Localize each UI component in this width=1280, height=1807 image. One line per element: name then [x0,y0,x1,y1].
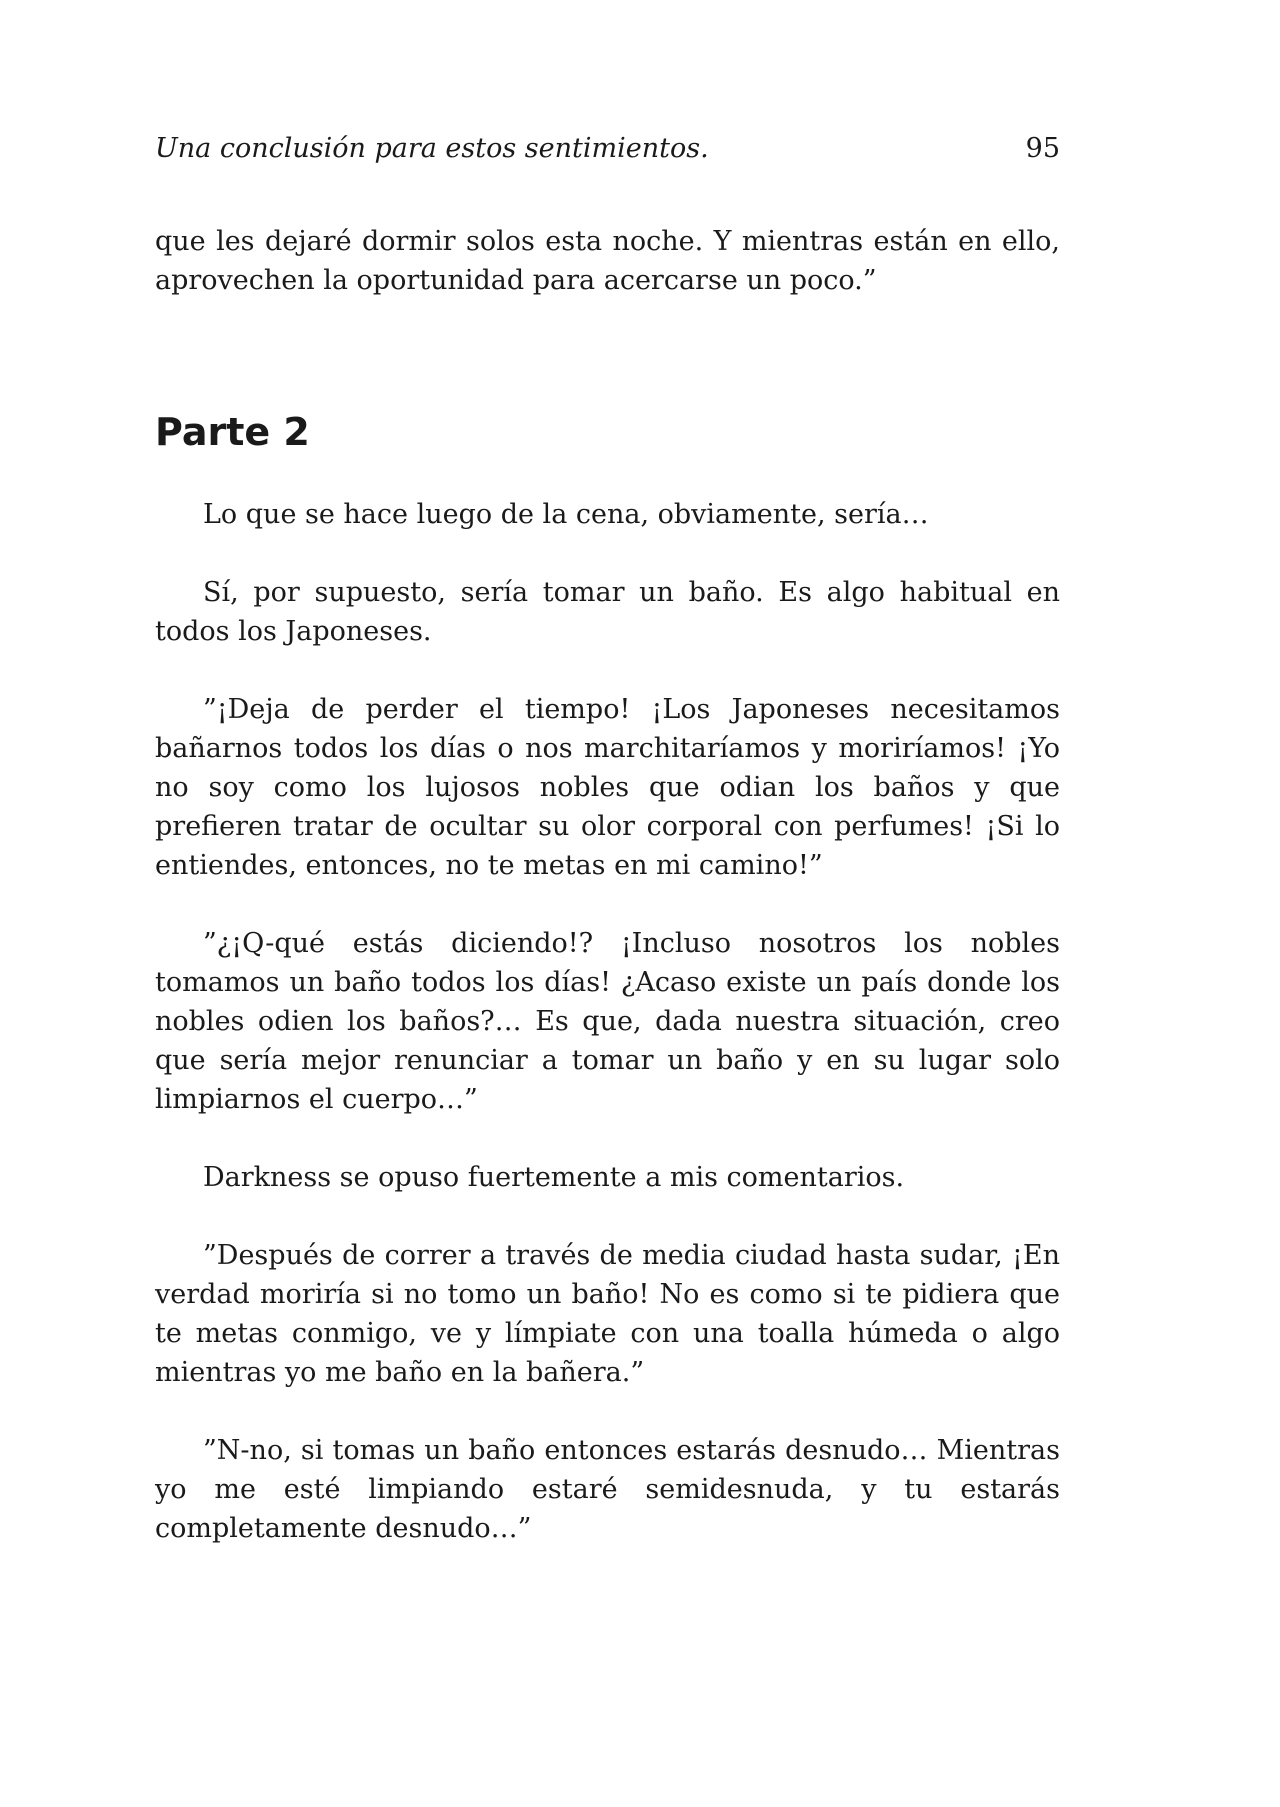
opening-paragraph: que les dejaré dormir solos esta noche. Y mientras están en ello, aprovechen la oportunidad para acercarse un poco.” [155,226,1060,296]
section-heading: Parte 2 [155,410,310,454]
paragraph: Darkness se opuso fuertemente a mis comentarios. [203,1162,905,1193]
paragraph: ”¡Deja de perder el tiempo! ¡Los Japoneses necesitamos bañarnos todos los días o nos marchitaríamos y moriríamos! ¡Yo no soy como los lujosos nobles que odian los baños y que prefieren tratar de ocultar su olor corporal con perfumes! ¡Si lo entiendes, entonces, no te metas en mi camino!” [155,694,1060,881]
paragraph: ”¿¡Q-qué estás diciendo!? ¡Incluso nosotros los nobles tomamos un baño todos los días! ¿Acaso existe un país donde los nobles odien los baños?… Es que, dada nuestra situación, creo que sería mejor renunciar a tomar un baño y en su lugar solo limpiarnos el cuerpo…” [155,928,1060,1115]
body-text [155,222,1060,1548]
paragraph: Sí, por supuesto, sería tomar un baño. Es algo habitual en todos los Japoneses. [155,577,1060,647]
page-number: 95 [1025,133,1060,164]
paragraph: Lo que se hace luego de la cena, obviamente, sería… [203,499,929,530]
running-header [155,131,1060,167]
book-page [155,0,1060,1807]
running-title: Una conclusión para estos sentimientos. [155,133,709,164]
paragraph: ”N-no, si tomas un baño entonces estarás desnudo… Mientras yo me esté limpiando estaré semidesnuda, y tu estarás completamente desnudo…” [155,1435,1060,1544]
paragraph: ”Después de correr a través de media ciudad hasta sudar, ¡En verdad moriría si no tomo un baño! No es como si te pidiera que te metas conmigo, ve y límpiate con una toalla húmeda o algo mientras yo me baño en la bañera.” [155,1240,1060,1388]
